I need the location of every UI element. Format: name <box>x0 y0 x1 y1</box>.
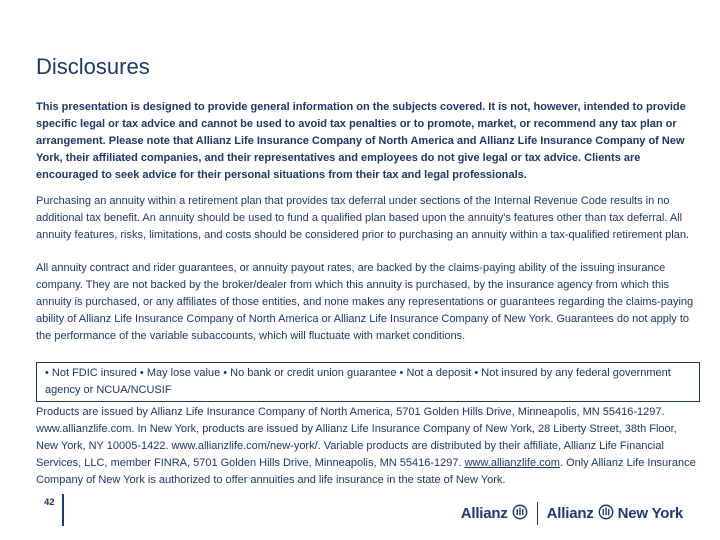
logo-block <box>461 502 683 525</box>
page-number: 42 <box>44 497 55 508</box>
allianz-logo <box>461 504 528 524</box>
disclosure-paragraph-general-info: This presentation is designed to provide general information on the subjects covered. It is not, however, intended to provide specific legal or tax advice and cannot be used to avoid tax penalties or to promote, market, or recommend any tax plan or arrangement. Please note that Allianz Life Insurance Company of North America and Allianz Life Insurance Company of New York, their affiliated companies, and their representatives and employees do not give legal or tax advice. Clients are encouraged to seek advice for their personal situations from their tax and legal professionals. <box>36 101 686 181</box>
fdic-disclosure-text: • Not FDIC insured • May lose value • No bank or credit union guarantee • Not a deposit • Not insured by any federal government agency or NCUA/NCUSIF <box>45 367 671 396</box>
disclosure-paragraph-annuity-retirement-plan: Purchasing an annuity within a retirement plan that provides tax deferral under sections of the Internal Revenue Code results in no additional tax benefit. An annuity should be used to fund a qualified plan based upon the annuity's features other than tax deferral. All annuity features, risks, limitations, and costs should be considered prior to purchasing an annuity within a tax-qualified retirement plan. <box>36 195 690 241</box>
disclosure-paragraph-guarantees: All annuity contract and rider guarantees, or annuity payout rates, are backed by the claims-paying ability of the issuing insurance company. They are not backed by the broker/dealer from which this annuity is purchased, by the insurance agency from which this annuity is purchased, or any affiliates of those entities, and none makes any representations or guarantees regarding the claims-paying ability of Allianz Life Insurance Company of North America or Allianz Life Insurance Company of New York. Guarantees do not apply to the performance of the variable subaccounts, which will fluctuate with market conditions. <box>36 262 694 342</box>
disclosure-paragraph-issuers <box>36 404 700 489</box>
allianz-new-york-logo <box>547 504 683 524</box>
allianz-logo-text: Allianz <box>460 505 508 522</box>
allianzlife-link[interactable]: www.allianzlife.com <box>464 457 560 469</box>
issuer-text-after-link: . Only Allianz Life Insurance Company of New York is authorized to offer annuities and life insurance in the state of New York. <box>36 457 696 486</box>
issuer-text-before-link: Products are issued by Allianz Life Insurance Company of North America, 5701 Golden Hills Drive, Minneapolis, MN 55416-1297. www.allianzlife.com. In New York, products are issued by Allianz Life Insurance Company of New York, 28 Liberty Street, 38th Floor, New York, NY 10005-1422. www.allianzlife.com/new-york/. Variable products are distributed by their affiliate, Allianz Life Financial Services, LLC, member FINRA, 5701 Golden Hills Drive, Minneapolis, MN 55416-1297. <box>36 406 677 469</box>
page-title: Disclosures <box>36 54 150 79</box>
allianz-ny-logo-text-allianz: Allianz <box>546 505 594 522</box>
logo-divider <box>537 502 538 525</box>
allianz-eagle-icon <box>512 504 528 524</box>
footer-divider-line <box>62 494 64 526</box>
fdic-disclosure-box <box>36 362 700 402</box>
allianz-eagle-icon <box>598 504 614 524</box>
allianz-ny-logo-text-new-york: New York <box>617 505 683 522</box>
